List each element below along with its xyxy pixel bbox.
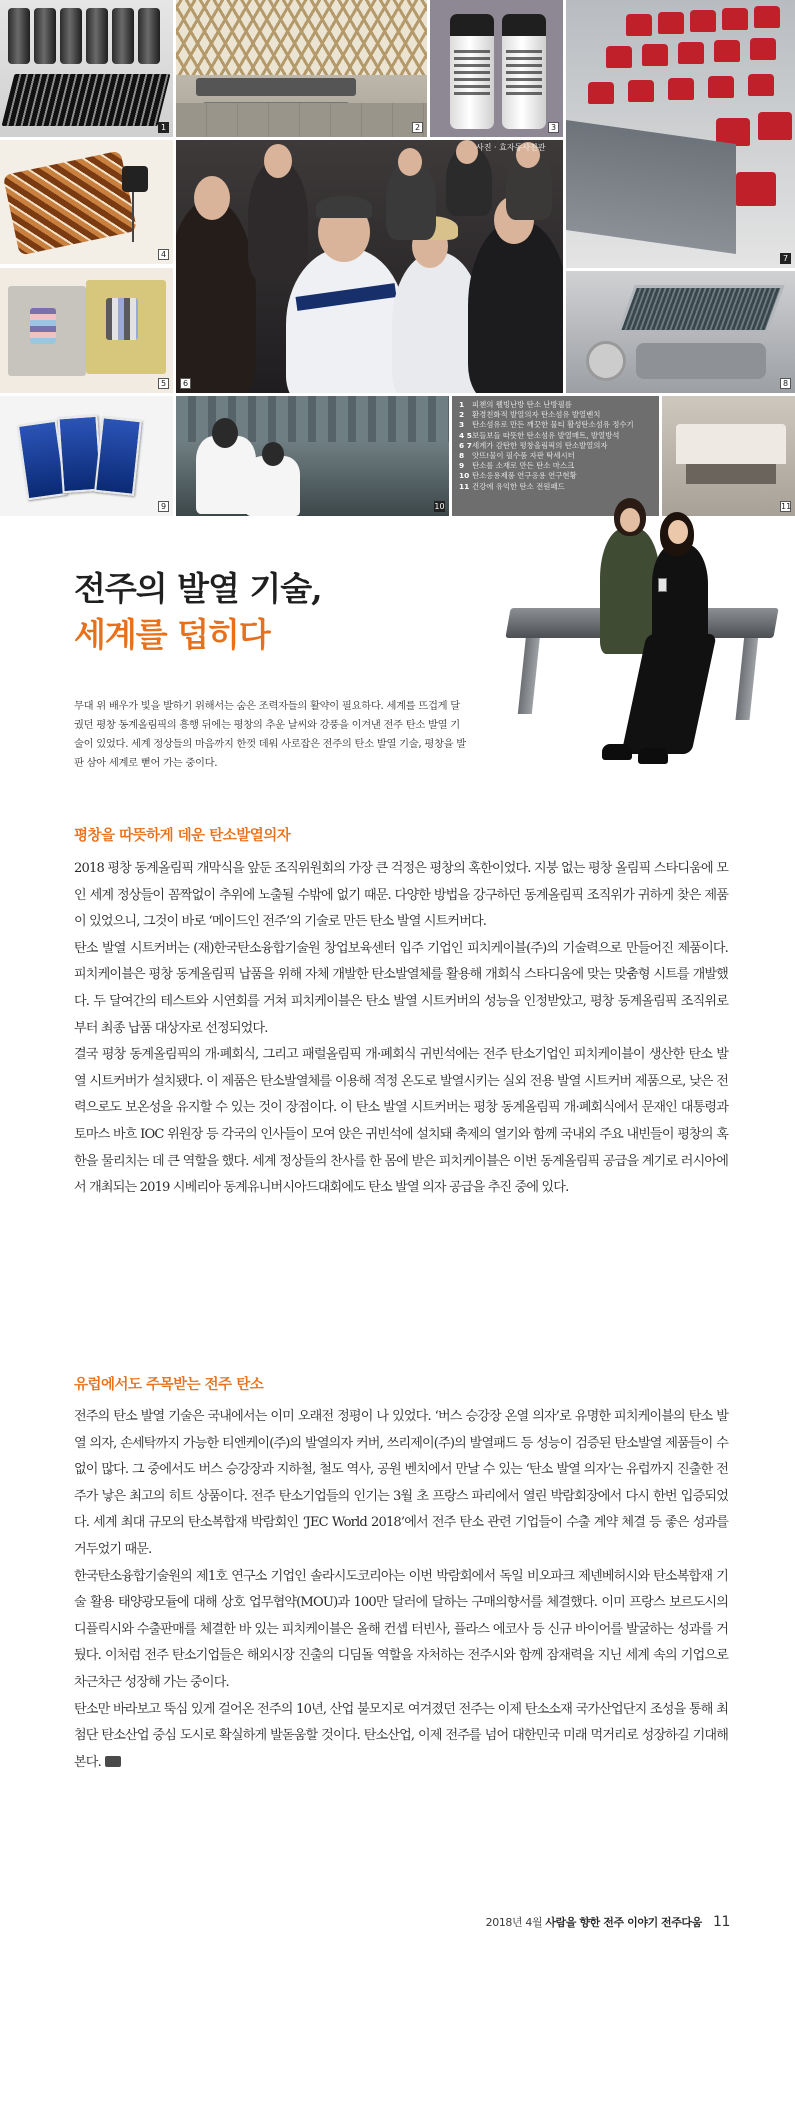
caption-item: 1 피첸의 웰빙난방 탄소 난방필름	[459, 400, 572, 409]
photo-number: 9	[158, 501, 169, 512]
photo-research-lab	[176, 396, 449, 516]
photo-number: 1	[158, 122, 169, 133]
photo-number: 3	[548, 122, 559, 133]
photo-number: 11	[781, 502, 792, 511]
caption-item: 2 환경친화적 발열의자 탄소섬유 발열벤치	[459, 410, 601, 420]
footer-magazine-prefix: 사람을 향한 전주 이야기	[545, 1916, 658, 1929]
caption-item: 8 앗뜨!물이 필수품 자판 탁세시터	[459, 451, 575, 461]
article-title	[74, 566, 322, 658]
photo-number: 4	[158, 249, 169, 260]
body-paragraph: 결국 평창 동계올림픽의 개·폐회식, 그리고 패럴올림픽 개·폐회식 귀빈석에는 전주 탄소기업인 피치케이블이 생산한 탄소 발열 시트커버가 설치됐다. 이 제품은 탄소발열체를 이용해 적정 온도로 발열시키는 실외 전용 발열 시트커버 제품으로, 낮은 전력으로도 보온성을 유지할 수 있는 것이 장점이다. 이 탄소 발열 시트커버는 평창 동계올림픽 개·폐회식에서 문재인 대통령과 토마스 바흐 IOC 위원장 등 각국의 인사들이 모여 앉은 귀빈석에 설치돼 축제의 열기와 함께 국내외 주요 내빈들이 평창의 혹한을 물리치는 데 큰 역할을 했다. 세계 정상들의 찬사를 한 몸에 받은 피치케이블은 이번 동계올림픽 공급을 계기로 러시아에서 개최되는 2019 시베리아 동계유니버시아드대회에도 탄소 발열 의자 공급을 추진 중에 있다.	[74, 1047, 728, 1196]
photo-water-filter	[430, 0, 563, 137]
section-heading: 유럽에서도 주목받는 전주 탄소	[74, 1377, 264, 1393]
title-line-2: 세계를 덥히다	[74, 615, 270, 654]
photo-number: 7	[780, 253, 791, 264]
photo-heating-cushions	[0, 268, 173, 393]
footer-magazine-name: 전주다움	[660, 1916, 702, 1929]
caption-item: 10 탄소응용제품 연구응용 연구현황	[459, 471, 577, 481]
photo-heated-bench	[176, 0, 427, 137]
caption-item: 6 7 세계가 감탄한 평창올림픽의 탄소발열의자	[459, 440, 608, 450]
body-paragraph: 2018 평창 동계올림픽 개막식을 앞둔 조직위원회의 가장 큰 걱정은 평창의 혹한이었다. 지붕 없는 평창 올림픽 스타디움에 모인 세계 정상들이 꼼짝없이 추위에 노출될 수밖에 없기 때문. 다양한 방법을 강구하던 동계올림픽 조직위가 귀하게 찾은 제품이 있었으니, 그것이 바로 ‘메이드인 전주’의 기술로 만든 탄소 발열 시트커버다.	[74, 861, 728, 930]
section-heated-chair	[74, 825, 728, 1202]
photo-stadium-seats	[566, 0, 795, 268]
section-europe	[74, 1374, 728, 1776]
photo-heating-mat	[0, 140, 173, 264]
caption-item: 11 건강에 유익한 탄소 전원패드	[459, 481, 565, 491]
article-lead: 무대 위 배우가 빛을 발하기 위해서는 숨은 조력자들의 활약이 필요하다. 세계를 뜨겁게 달궜던 평창 동계올림픽의 흥행 뒤에는 평창의 추운 날씨와 강풍을 이겨낸 전주 탄소 발열 기술이 있었다. 세계 정상들의 마음까지 한껏 데워 사로잡은 전주의 탄소 발열 기술, 평창을 발판 삼아 세계로 뻗어 가는 중이다.	[74, 700, 466, 769]
footer-issue: 2018년 4월	[485, 1916, 543, 1929]
body-paragraph: 탄소 발열 시트커버는 (재)한국탄소융합기술원 창업보육센터 입주 기업인 피치케이블(주)의 기술력으로 만들어진 제품이다. 피치케이블은 평창 동계올림픽 납품을 위해 자체 개발한 탄소발열체를 활용해 개회식 스타디움에 맞는 맞춤형 시트를 개발했다. 두 달여간의 테스트와 시연회를 거쳐 피치케이블은 탄소 발열 시트커버의 성능을 인정받았고, 평창 동계올림픽 조직위로부터 최종 납품 대상자로 선정되었다.	[74, 940, 728, 1036]
photo-number: 10	[434, 502, 445, 511]
photo-credit: 사진 · 효자동사진관	[476, 143, 546, 152]
caption-item: 9 탄소를 소재로 만든 탄소 마스크	[459, 461, 575, 471]
body-paragraph: 한국탄소융합기술원의 제1호 연구소 기업인 솔라시도코리아는 이번 박람회에서 독일 비오파크 제넨베허시와 탄소복합재 기술 활용 태양광모듈에 대해 상호 업무협약(MOU)과 100만 달러에 달하는 구매의향서를 체결했다. 이미 프랑스 보르도시의 디플릭시와 수출판매를 체결한 바 있는 피치케이블은 올해 컨셉 터빈사, 플라스 에코사 등 신규 바이어를 발굴하는 성과를 거뒀다. 이처럼 전주 탄소기업들은 해외시장 진출의 디딤돌 역할을 자처하는 전주시와 함께 잠재력을 지닌 세계 속의 기업으로 차근차근 성장해 가는 중이다.	[74, 1568, 728, 1690]
body-paragraph-last	[74, 1697, 728, 1777]
photo-number: 8	[780, 378, 791, 389]
body-paragraph: 전주의 탄소 발열 기술은 국내에서는 이미 오래전 정평이 나 있었다. ‘버스 승강장 온열 의자’로 유명한 피치케이블의 탄소 발열 의자, 손세탁까지 가능한 티엔케이(주)의 발열의자 커버, 쓰리제이(주)의 발열패드 등 성능이 검증된 탄소발열 제품들이 수없이 많다. 그 중에서도 버스 승강장과 지하철, 철도 역사, 공원 벤치에서 만날 수 있는 ‘탄소 발열 의자’는 유럽까지 진출한 전주가 낳은 최고의 히트 상품이다. 전주 탄소기업들의 인기는 3월 초 프랑스 파리에서 열린 박람회장에서 다시 한번 입증되었다. 세계 최대 규모의 탄소복합재 박람회인 ‘JEC World 2018’에서 전주 탄소 관련 기업들이 수출 계약 체결 등 좋은 성과를 거두었기 때문.	[74, 1409, 728, 1557]
photo-mosaic	[0, 0, 795, 516]
photo-number: 6	[180, 378, 191, 389]
title-line-1: 전주의 발열 기술,	[74, 569, 322, 608]
caption-item: 4 5 보들보들 따뜻한 탄소섬유 발열매트, 발열방석	[459, 430, 620, 440]
page-footer	[420, 1914, 730, 1931]
section-heading: 평창을 따뜻하게 데운 탄소발열의자	[74, 828, 291, 844]
caption-item: 3 탄소섬유로 만든 깨끗한 물티 활성탄소섬유 정수기	[459, 420, 634, 430]
photo-number: 5	[158, 378, 169, 389]
hero-photo-bench-women	[508, 516, 795, 796]
end-mark-icon	[105, 1756, 121, 1767]
photo-car-heating-pad	[566, 271, 795, 393]
last-paragraph-text: 탄소만 바라보고 뚝심 있게 걸어온 전주의 10년, 산업 불모지로 여겨졌던 전주는 이제 탄소소재 국가산업단지 조성을 통해 최첨단 탄소산업 중심 도시로 확실하게 발돋움할 것이다. 탄소산업, 이제 전주를 넘어 대한민국 미래 먹거리로 성장하길 기대해 본다.	[74, 1701, 728, 1770]
photo-heating-film	[0, 0, 173, 137]
page-number: 11	[712, 1914, 730, 1930]
photo-power-pad	[662, 396, 795, 516]
photo-carbon-masks	[0, 396, 173, 516]
photo-ceremony-dignitaries	[176, 140, 563, 393]
photo-number: 2	[412, 122, 423, 133]
